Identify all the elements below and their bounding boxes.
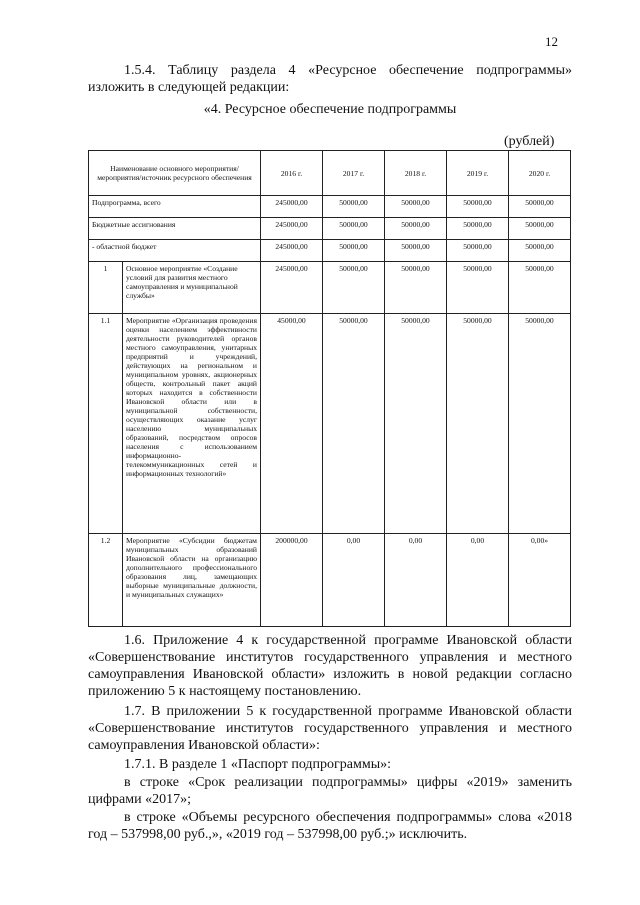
row-value: 50000,00 [323,240,385,262]
table-header-row [89,151,571,196]
row-value: 0,00 [385,534,447,627]
row-value: 50000,00 [385,196,447,218]
header-name: Наименование основного мероприятия/мероприятия/источник ресурсного обеспечения [89,151,261,196]
row-value: 50000,00 [509,240,571,262]
row-value: 0,00» [509,534,571,627]
header-year: 2019 г. [447,151,509,196]
row-value: 50000,00 [509,196,571,218]
row-index: 1.2 [89,534,123,627]
heading-line-1: 1.5.4. Таблицу раздела 4 «Ресурсное обеспечение подпрограммы» [124,63,572,78]
row-value: 245000,00 [261,262,323,314]
paragraph-1-7: 1.7. В приложении 5 к государственной программе Ивановской области «Совершенствование институтов государственного управления и местного самоуправления Ивановской области»: [88,704,572,753]
row-value: 50000,00 [509,262,571,314]
row-value: 50000,00 [447,314,509,534]
row-value: 50000,00 [323,218,385,240]
row-value: 50000,00 [509,218,571,240]
row-name: Основное мероприятие «Создание условий для развития местного самоуправления и муниципальной службы» [123,262,261,314]
row-value: 50000,00 [447,240,509,262]
row-name: Подпрограмма, всего [89,196,261,218]
row-value: 0,00 [447,534,509,627]
row-name: - областной бюджет [89,240,261,262]
row-value: 50000,00 [323,196,385,218]
table-row [89,314,571,534]
row-index: 1.1 [89,314,123,534]
paragraph-1-6: 1.6. Приложение 4 к государственной программе Ивановской области «Совершенствование институтов государственного управления и местного самоуправления Ивановской области» изложить в новой редакции согласно приложению 5 к настоящему постановлению. [88,633,572,699]
row-value: 50000,00 [385,262,447,314]
row-index: 1 [89,262,123,314]
row-value: 50000,00 [509,314,571,534]
row-value: 50000,00 [447,196,509,218]
paragraph-resources: в строке «Объемы ресурсного обеспечения подпрограммы» слова «2018 год – 537998,00 руб.,», «2019 год – 537998,00 руб.;» исключить. [88,810,572,842]
paragraph-1-7-1: 1.7.1. В разделе 1 «Паспорт подпрограммы»: [124,757,392,772]
row-value: 200000,00 [261,534,323,627]
table-title: «4. Ресурсное обеспечение подпрограммы [203,102,457,117]
row-value: 50000,00 [447,262,509,314]
row-value: 50000,00 [447,218,509,240]
table-row [89,534,571,627]
header-year: 2016 г. [261,151,323,196]
page-number: 12 [545,34,558,49]
row-value: 45000,00 [261,314,323,534]
row-value: 0,00 [323,534,385,627]
heading-line-2: изложить в следующей редакции: [88,80,290,95]
row-value: 50000,00 [385,218,447,240]
row-name: Мероприятие «Организация проведения оценки населением эффективности деятельности руководителей органов местного самоуправления, унитарных предприятий и учреждений, действующих на региональном и муниципальном уровнях, акционерных обществ, контрольный пакет акций которых находится в собственности Ивановской области или в муниципальной собственности, осуществляющих оказание услуг населению муниципальных образований, посредством опросов населения с использованием информационно-телекоммуникационных сетей и информационных технологий» [123,314,261,534]
row-value: 50000,00 [385,240,447,262]
table-row [89,240,571,262]
header-year: 2018 г. [385,151,447,196]
table-row [89,218,571,240]
row-value: 50000,00 [385,314,447,534]
row-value: 50000,00 [323,314,385,534]
row-value: 245000,00 [261,240,323,262]
row-name: Мероприятие «Субсидии бюджетам муниципальных образований Ивановской области на организацию дополнительного профессионального образования лиц, замещающих выборные муниципальные должности, и муниципальных служащих» [123,534,261,627]
table-row [89,262,571,314]
row-value: 245000,00 [261,218,323,240]
resource-table [88,150,571,627]
row-value: 50000,00 [323,262,385,314]
row-name: Бюджетные ассигнования [89,218,261,240]
table-row [89,196,571,218]
header-year: 2020 г. [509,151,571,196]
header-year: 2017 г. [323,151,385,196]
row-value: 245000,00 [261,196,323,218]
section-heading [88,62,572,96]
paragraph-deadline: в строке «Срок реализации подпрограммы» цифры «2019» заменить цифрами «2017»; [88,775,572,807]
currency-note: (рублей) [504,134,555,149]
